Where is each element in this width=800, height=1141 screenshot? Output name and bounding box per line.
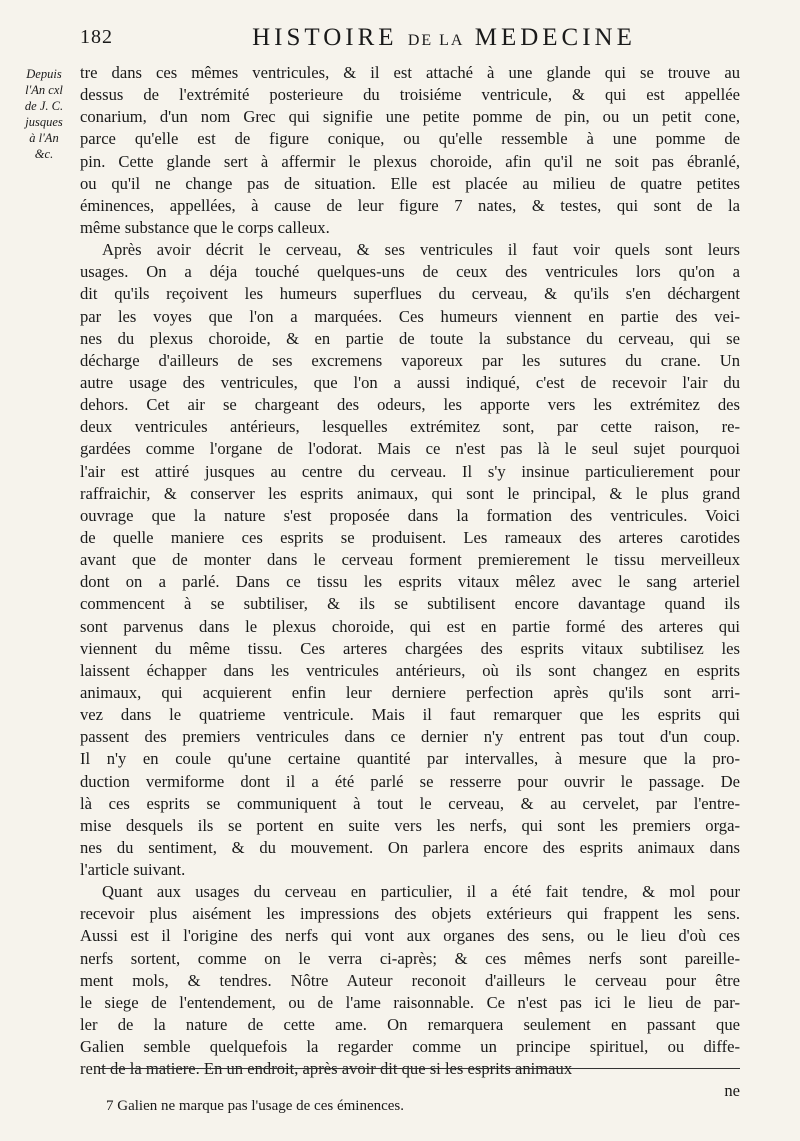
text-line: dehors. Cet air se chargeant des odeurs, les apporte vers les extrémitez des xyxy=(80,395,740,415)
margin-note-line: &c. xyxy=(34,147,54,161)
margin-note xyxy=(12,66,76,162)
footnote-rule xyxy=(100,1068,740,1069)
text-line: ou qu'il ne change pas de situation. Elle est placée au milieu de quatre petites xyxy=(80,173,740,193)
text-line: viennent du même tissu. Ces arteres chargées des esprits vitaux subtilisez les xyxy=(80,638,740,658)
text-line: Quant aux usages du cerveau en particulier, il a été fait tendre, & mol pour xyxy=(102,882,740,902)
footnote: 7 Galien ne marque pas l'usage de ces éminences. xyxy=(106,1098,405,1114)
text-line: nerfs sortent, comme on le verra ci-après; & ces mêmes nerfs sont pareille- xyxy=(80,948,740,968)
text-line: raffraichir, & conserver les esprits animaux, qui sont le principal, & le plus grand xyxy=(80,483,740,503)
text-line: l'article suivant. xyxy=(80,860,186,880)
catchword: ne xyxy=(724,1081,740,1101)
text-line: dit qu'ils reçoivent les humeurs superflues du cerveau, & qu'ils s'en déchargent xyxy=(80,284,740,304)
text-line: deux ventricules antérieurs, lesquelles extrémitez sont, par cette raison, re- xyxy=(80,417,740,437)
body-text xyxy=(80,62,740,1103)
margin-note-line: Depuis xyxy=(26,67,62,81)
text-line: éminences, appellées, à cause de leur figure 7 nates, & testes, qui sont de la xyxy=(80,195,740,215)
text-line: le siege de l'entendement, ou de l'ame raisonnable. Ce n'est pas ici le lieu de par- xyxy=(80,992,740,1012)
text-line: par les voyes que l'on a marquées. Ces humeurs viennent en partie des vei- xyxy=(80,306,740,326)
text-line: laissent échapper dans les ventricules antérieurs, où ils sont changez en esprits xyxy=(80,660,740,680)
text-line: Galien semble quelquefois la regarder comme un principe spirituel, ou diffe- xyxy=(80,1037,740,1057)
text-line: décharge d'ailleurs de ses excremens vaporeux par les sutures du crane. Un xyxy=(80,350,740,370)
text-line: recevoir plus aisément les impressions des objets extérieurs qui frappent les sens. xyxy=(80,904,740,924)
page-header xyxy=(80,24,742,58)
text-line: conarium, d'un nom Grec qui signifie une petite pomme de pin, ou un petit cone, xyxy=(80,107,740,127)
text-line: animaux, qui acquierent enfin leur derniere perfection après qu'ils sont arri- xyxy=(80,682,740,702)
text-line: pin. Cette glande sert à affermir le plexus choroide, afin qu'il ne soit pas ébranlé, xyxy=(80,151,740,171)
margin-note-line: à l'An xyxy=(29,131,59,145)
text-line: Aussi est il l'origine des nerfs qui vont aux organes des sens, ou le lieu d'où ces xyxy=(80,926,740,946)
paragraph-2 xyxy=(80,239,740,881)
text-line: nes du sentiment, & du mouvement. On parlera encore des esprits animaux dans xyxy=(80,837,740,857)
text-line: même substance que le corps calleux. xyxy=(80,217,330,237)
text-line: vez dans le quatrieme ventricule. Mais il faut remarquer que les esprits qui xyxy=(80,705,740,725)
text-line: Après avoir décrit le cerveau, & ses ventricules il faut voir quels sont leurs xyxy=(102,240,740,260)
text-line: dessus de l'extrémité posterieure du troisiéme ventricule, & qui est appellée xyxy=(80,85,740,105)
text-line: de quelle maniere ces esprits se produisent. Les rameaux des arteres carotides xyxy=(80,527,740,547)
running-title-part3: MEDECINE xyxy=(474,24,636,51)
text-line: là ces esprits se communiquent à tout le cerveau, & au cervelet, par l'entre- xyxy=(80,793,740,813)
margin-note-line: de J. C. xyxy=(24,99,64,113)
text-line: dont on a parlé. Dans ce tissu les esprits vitaux mêlez avec le sang arteriel xyxy=(80,572,740,592)
text-line: ler de la nature de cette ame. On remarquera seulement en passant que xyxy=(80,1015,740,1035)
running-title-part1: HISTOIRE xyxy=(252,24,398,51)
text-line: nes du plexus choroide, & en partie de toute la substance du cerveau, qui se xyxy=(80,328,740,348)
paragraph-1 xyxy=(80,62,740,239)
text-line: Il n'y en coule qu'une certaine quantité par intervalles, à mesure que la pro- xyxy=(80,749,740,769)
text-line: parce qu'elle est de figure conique, ou qu'elle ressemble à une pomme de xyxy=(80,129,740,149)
paragraph-3 xyxy=(80,881,740,1080)
margin-note-line: l'An cxl xyxy=(25,83,63,97)
text-line: usages. On a déja touché quelques-uns de ceux des ventricules lors qu'on a xyxy=(80,262,740,282)
text-line: rent de la matiere. En un endroit, après avoir dit que si les esprits animaux xyxy=(80,1059,573,1079)
text-line: passent des premiers ventricules dans ce dernier n'y entrent pas tout d'un coup. xyxy=(80,727,740,747)
text-line: autre usage des ventricules, que l'on a aussi indiqué, c'est de recevoir l'air du xyxy=(80,372,740,392)
text-line: gardées comme l'organe de l'odorat. Mais ce n'est pas là le seul sujet pourquoi xyxy=(80,439,740,459)
text-line: tre dans ces mêmes ventricules, & il est attaché à une glande qui se trouve au xyxy=(80,63,740,82)
text-line: duction vermiforme dont il a été parlé se resserre pour ouvrir le passage. De xyxy=(80,771,740,791)
running-title xyxy=(146,24,742,52)
page-number: 182 xyxy=(80,26,113,48)
text-line: commencent à se subtiliser, & ils se subtilisent encore davantage quand ils xyxy=(80,594,740,614)
text-line: mise desquels ils se portent en suite vers les nerfs, qui sont les premiers orga- xyxy=(80,815,740,835)
text-line: l'air est attiré jusques au centre du cerveau. Il s'y insinue particulierement pour xyxy=(80,461,740,481)
text-line: avant que de monter dans le cerveau forment premierement le tissu merveilleux xyxy=(80,550,740,570)
text-line: sont parvenus dans le plexus choroide, qui est en partie formé des arteres qui xyxy=(80,616,740,636)
running-title-part2: DE LA xyxy=(407,32,465,49)
text-line: ment mols, & tendres. Nôtre Auteur reconoit d'ailleurs le cerveau pour être xyxy=(80,970,740,990)
margin-note-line: jusques xyxy=(25,115,63,129)
text-line: ouvrage que la nature s'est proposée dans la formation des ventricules. Voici xyxy=(80,505,740,525)
